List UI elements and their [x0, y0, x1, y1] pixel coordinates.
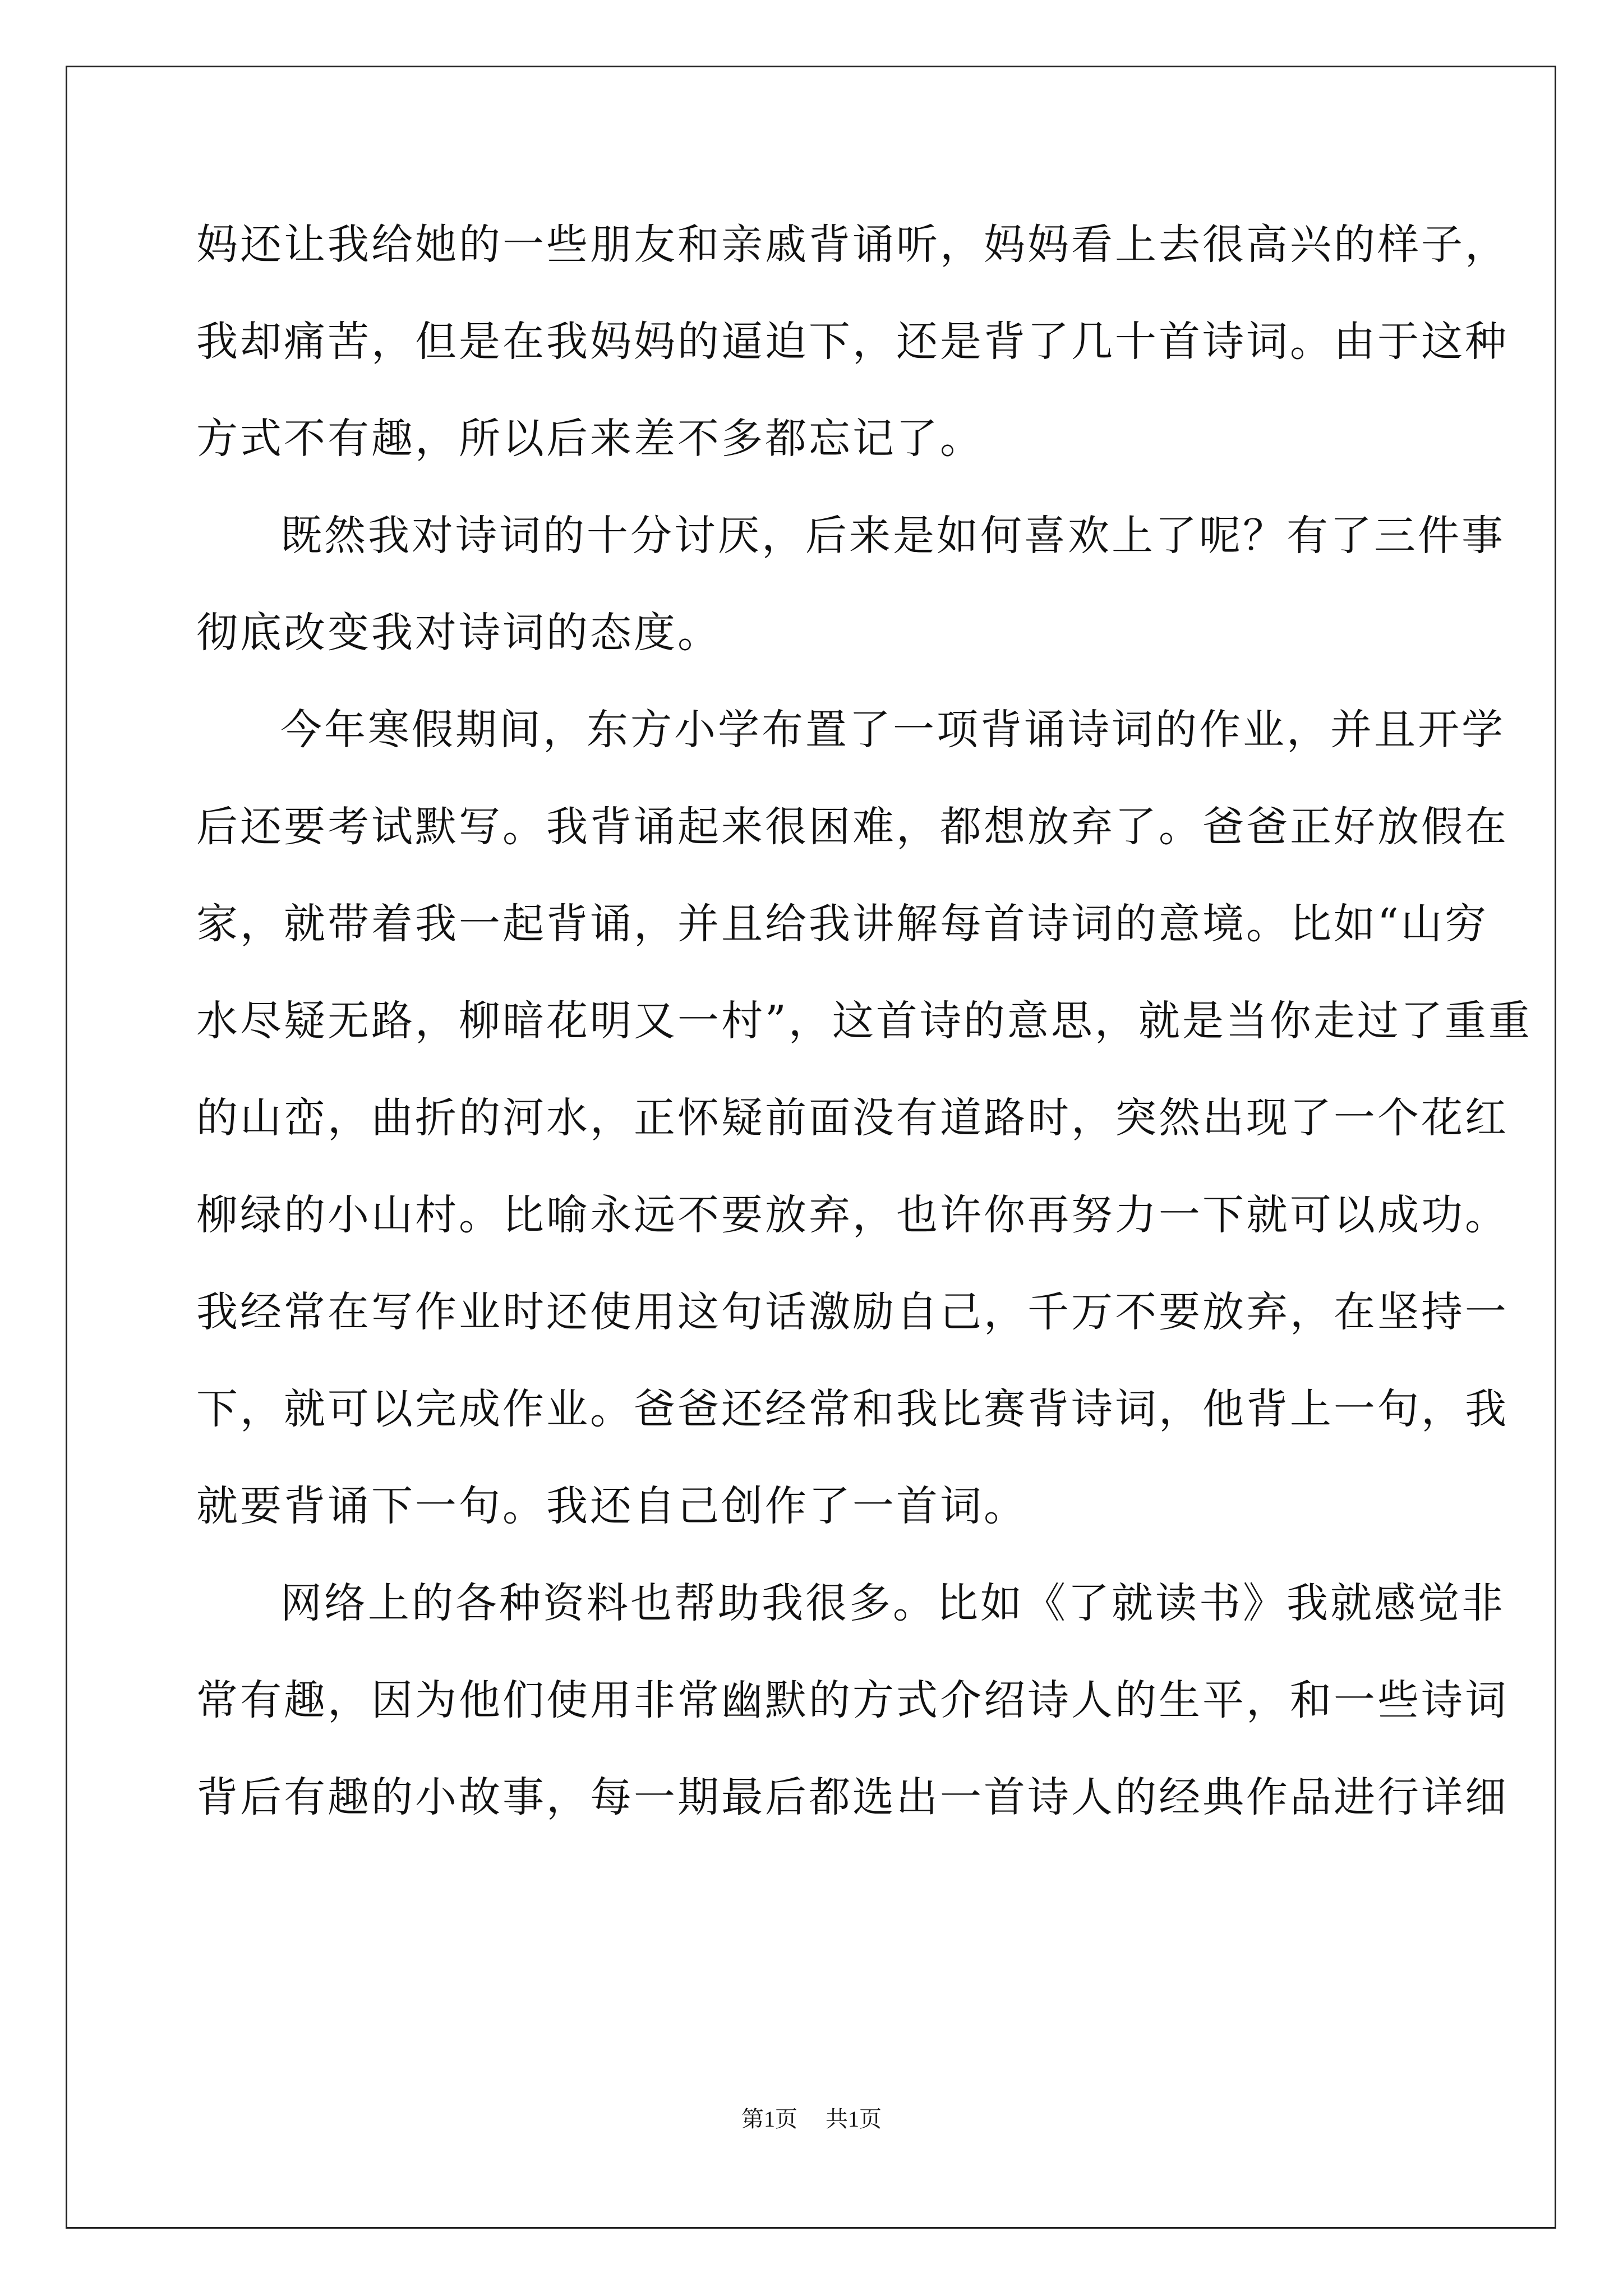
- text-line: 的山峦，曲折的河水，正怀疑前面没有道路时，突然出现了一个花红: [196, 1094, 1509, 1142]
- text-line: 背后有趣的小故事，每一期最后都选出一首诗人的经典作品进行详细: [196, 1773, 1509, 1821]
- text-line: 柳绿的小山村。比喻永远不要放弃，也许你再努力一下就可以成功。: [196, 1191, 1509, 1239]
- paragraph-first-line: 网络上的各种资料也帮助我很多。比如《了就读书》我就感觉非: [280, 1579, 1505, 1627]
- text-line: 常有趣，因为他们使用非常幽默的方式介绍诗人的生平，和一些诗词: [196, 1676, 1509, 1724]
- text-line: 就要背诵下一句。我还自己创作了一首词。: [196, 1482, 1027, 1530]
- text-line: 彻底改变我对诗词的态度。: [196, 609, 721, 657]
- text-line: 妈还让我给她的一些朋友和亲戚背诵听，妈妈看上去很高兴的样子，: [196, 220, 1509, 269]
- text-line: 我经常在写作业时还使用这句话激励自己，千万不要放弃，在坚持一: [196, 1288, 1509, 1336]
- paragraph-first-line: 今年寒假期间，东方小学布置了一项背诵诗词的作业，并且开学: [280, 706, 1505, 754]
- page-footer: [0, 2102, 1623, 2136]
- page-number: 第1页: [741, 2106, 797, 2132]
- text-line: 下，就可以完成作业。爸爸还经常和我比赛背诗词，他背上一句，我: [196, 1385, 1509, 1433]
- text-line: 水尽疑无路，柳暗花明又一村”，这首诗的意思，就是当你走过了重重: [196, 997, 1532, 1045]
- text-line: 后还要考试默写。我背诵起来很困难，都想放弃了。爸爸正好放假在: [196, 803, 1509, 851]
- text-line: 家，就带着我一起背诵，并且给我讲解每首诗词的意境。比如“山穷: [196, 900, 1488, 948]
- text-line: 方式不有趣，所以后来差不多都忘记了。: [196, 415, 984, 463]
- paragraph-first-line: 既然我对诗词的十分讨厌，后来是如何喜欢上了呢？有了三件事: [280, 512, 1505, 560]
- page-total: 共1页: [826, 2106, 882, 2132]
- document-body: [196, 196, 1532, 1846]
- text-line: 我却痛苦，但是在我妈妈的逼迫下，还是背了几十首诗词。由于这种: [196, 318, 1509, 366]
